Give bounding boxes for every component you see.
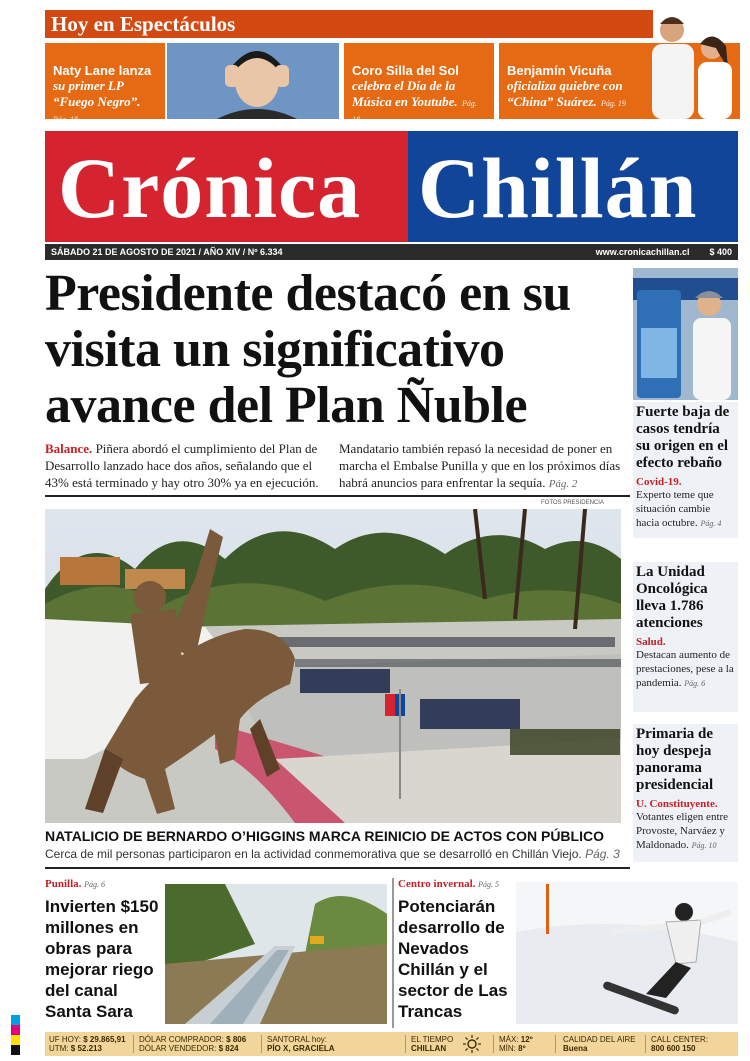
photo-caption-sub [45,847,630,861]
esp-item-subtitle: celebra el Día de la Música en Youtube. [352,78,458,109]
min-label: MÍN: [499,1044,516,1053]
dolar-vendedor-label: DÓLAR VENDEDOR: [139,1044,217,1053]
footer-separator [645,1035,646,1053]
column-divider [392,878,394,1028]
main-headline[interactable]: Presidente destacó en su visita un significativo avance del Plan Ñuble [45,265,571,434]
bottom-kicker: Centro invernal. [398,878,476,890]
lead-page: Pág. 2 [548,478,578,490]
min-value: 8º [518,1044,526,1053]
bottom-title: Invierten $150 millones en obras para mejorar riego del canal Santa Sara [45,897,159,1021]
utm-label: UTM: [49,1044,69,1053]
couple-photo [636,8,740,119]
esp-item-title: Benjamín Vicuña [507,63,612,78]
photo-credit: FOTOS PRESIDENCIA [541,500,604,506]
dolar-comprador-label: DÓLAR COMPRADOR: [139,1035,224,1044]
santoral-label: SANTORAL hoy: [267,1035,328,1044]
dateline: SÁBADO 21 DE AGOSTO DE 2021 / AÑO XIV / Nº 6.334 [51,247,283,257]
divider [45,495,630,497]
footer-separator [133,1035,134,1053]
bottom-page: Pág. 5 [478,880,500,889]
caption-text: Cerca de mil personas participaron en la actividad conmemorativa que se desarrolló en Chillán Viejo. [45,847,582,861]
bottom-title: Potenciarán desarrollo de Nevados Chillán y el sector de Las Trancas [398,897,508,1021]
sidebar-kicker: Salud. [636,636,666,648]
sidebar-kicker: Covid-19. [636,476,682,488]
lead-left [45,440,330,491]
utm-value: $ 52.213 [70,1044,102,1053]
esp-item-title: Coro Silla del Sol [352,63,459,78]
photo-caption-title: NATALICIO DE BERNARDO O’HIGGINS MARCA REINICIO DE ACTOS CON PÚBLICO [45,828,604,844]
footer-separator [555,1035,556,1053]
sidebar-title: Fuerte baja de casos tendría su origen en el efecto rebaño [636,404,730,471]
aire-value: Buena [563,1044,588,1053]
masthead-word-chillan: Chillán [418,140,698,236]
footer-separator [261,1035,262,1053]
snowboard-photo [516,882,738,1024]
sidebar-page: Pág. 10 [691,841,717,850]
footer-separator [405,1035,406,1053]
sidebar-kicker: U. Constituyente. [636,798,718,810]
tiempo-city: CHILLAN [411,1044,447,1053]
espectaculos-item-1[interactable] [45,43,165,124]
call-center-value[interactable]: 800 600 150 [651,1044,696,1053]
masthead-word-cronica: Crónica [58,140,362,236]
esp-item-subtitle: su primer LP “Fuego Negro”. [53,78,141,109]
main-photo[interactable] [45,509,621,823]
uf-label: UF HOY: [49,1035,82,1044]
dateline-bar [45,244,738,260]
dolar-vendedor-value: $ 824 [218,1044,239,1053]
sidebar-story-2[interactable] [633,562,738,712]
sidebar-story-3[interactable] [633,724,738,862]
sidebar-title: Primaria de hoy despeja panorama presidencial [636,726,714,793]
dolar-comprador-value: $ 806 [226,1035,247,1044]
call-center-label: CALL CENTER: [651,1035,709,1044]
bottom-story-1[interactable] [45,878,163,1022]
price: $ 400 [709,247,732,257]
lead-right-text: Mandatario también repasó la necesidad de poner en marcha el Embalse Punilla y que en los próximos días habrá anuncios para enfrentar la sequía. [339,441,621,490]
sidebar-text: Votantes eligen entre Provoste, Narváez y Maldonado. [636,811,729,851]
tiempo-label: EL TIEMPO [411,1035,454,1044]
footer-indicators [45,1032,738,1056]
sidebar-story-1[interactable] [633,402,738,538]
esp-item-title: Naty Lane lanza [53,63,152,78]
sun-icon [463,1035,481,1053]
canal-photo [165,884,387,1024]
max-label: MÁX: [499,1035,519,1044]
espectaculos-item-2[interactable] [344,43,494,124]
sidebar-text: Experto teme que situación cambie hacia octubre. [636,489,714,529]
caption-page: Pág. 3 [585,847,620,861]
sidebar-page: Pág. 6 [684,679,706,688]
covid-photo [633,268,738,400]
bottom-kicker: Punilla. [45,878,82,890]
uf-value: $ 29.865,91 [83,1035,126,1044]
bottom-story-2[interactable] [398,878,516,1022]
bottom-page: Pág. 6 [84,880,106,889]
footer-separator [493,1035,494,1053]
singer-photo [167,43,339,119]
lead-right [339,440,624,493]
aire-label: CALIDAD DEL AIRE [563,1035,636,1044]
esp-item-page: Pág. 18 [53,115,78,124]
website-link[interactable]: www.cronicachillan.cl [595,247,690,257]
santoral-value: PÍO X, GRACIELA [267,1044,335,1053]
esp-item-page: Pág. 19 [601,99,626,108]
lead-kicker: Balance. [45,441,93,456]
esp-item-page: Pág. 18 [352,99,477,124]
sidebar-title: La Unidad Oncológica lleva 1.786 atenciones [636,564,708,631]
espectaculos-bar: Hoy en Espectáculos [45,10,653,38]
sidebar-page: Pág. 4 [700,519,722,528]
max-value: 12º [520,1035,533,1044]
divider [45,867,630,869]
print-color-bar [11,1015,20,1055]
esp-item-subtitle: oficializa quiebre con “China” Suárez. [507,78,623,109]
sidebar-text: Destacan aumento de prestaciones, pese a la pandemia. [636,649,734,689]
lead-left-text: Piñera abordó el cumplimiento del Plan de Desarrollo lanzado hace dos años, señalando que el 43% está terminado y hay otro 30% ya en ejecución. [45,441,319,490]
